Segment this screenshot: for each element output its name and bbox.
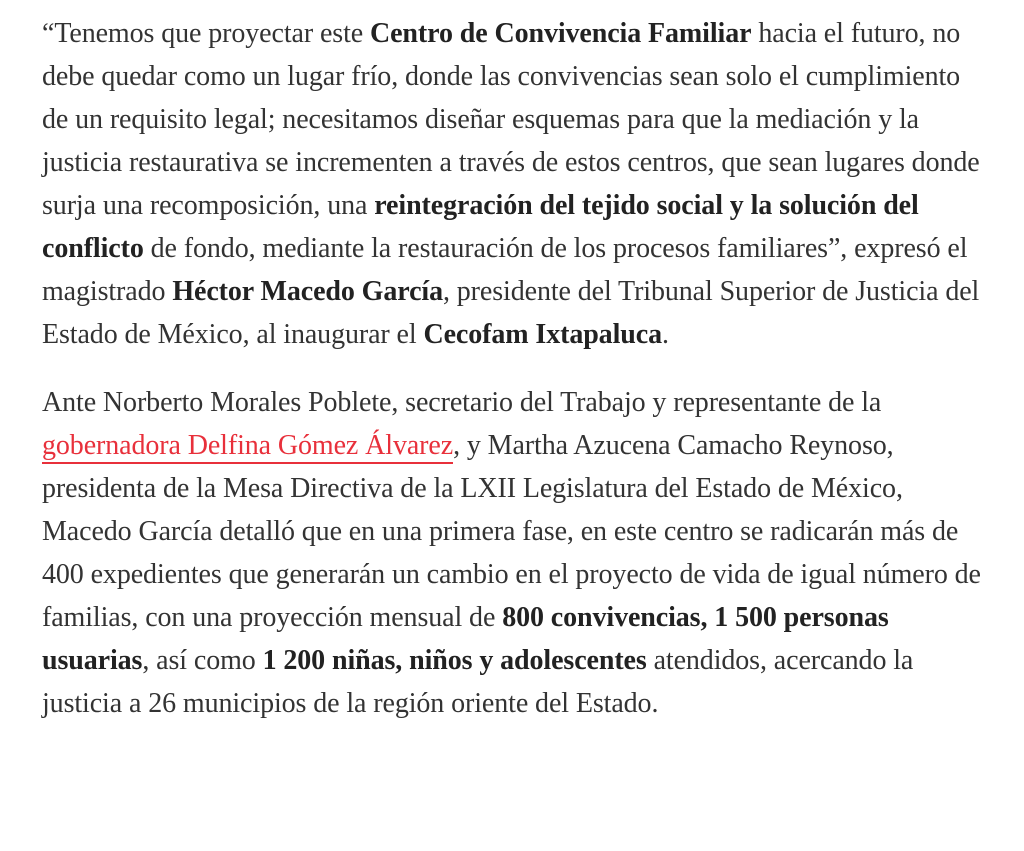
paragraph-details (42, 381, 992, 725)
bold-centro-convivencia: Centro de Convivencia Familiar (369, 18, 752, 49)
bold-cecofam: Cecofam Ixtapaluca (423, 319, 662, 350)
paragraph-text: “Tenemos que proyectar este (42, 18, 370, 49)
paragraph-text: hacia el futuro, no debe quedar como un lugar frío, donde las convivencias sean solo el cumplimiento de un requisito legal; necesitamos diseñar esquemas para que la mediación y la justicia restaurativa se incrementen a través de estos centros, que sean lugares donde surja una recomposición, una (42, 18, 980, 221)
paragraph-text: . (661, 319, 669, 350)
bold-convivencias: 800 convivencias, 1 500 personas usuarias (42, 602, 889, 676)
bold-hector-macedo: Héctor Macedo García (172, 276, 443, 307)
bold-reintegracion: reintegración del tejido social y la solución del conflicto (42, 190, 919, 264)
paragraph-text: , así como (142, 645, 263, 676)
paragraph-text: Ante Norberto Morales Poblete, secretario del Trabajo y representante de la (42, 387, 882, 418)
article-body (42, 12, 992, 725)
bold-ninas-ninos: 1 200 niñas, niños y adolescentes (262, 645, 647, 676)
paragraph-quote (42, 12, 992, 356)
governor-link[interactable]: gobernadora Delfina Gómez Álvarez (42, 430, 453, 464)
paragraph-text: , presidente del Tribunal Superior de Justicia del Estado de México, al inaugurar el (42, 276, 980, 350)
paragraph-text: , y Martha Azucena Camacho Reynoso, presidenta de la Mesa Directiva de la LXII Legislatura del Estado de México, Macedo García detalló que en una primera fase, en este centro se radicarán más de 400 expedientes que generarán un cambio en el proyecto de vida de igual número de familias, con una proyección mensual de (42, 430, 981, 633)
paragraph-text: de fondo, mediante la restauración de los procesos familiares”, expresó el magistrado (42, 233, 968, 307)
paragraph-text: atendidos, acercando la justicia a 26 municipios de la región oriente del Estado. (42, 645, 914, 719)
